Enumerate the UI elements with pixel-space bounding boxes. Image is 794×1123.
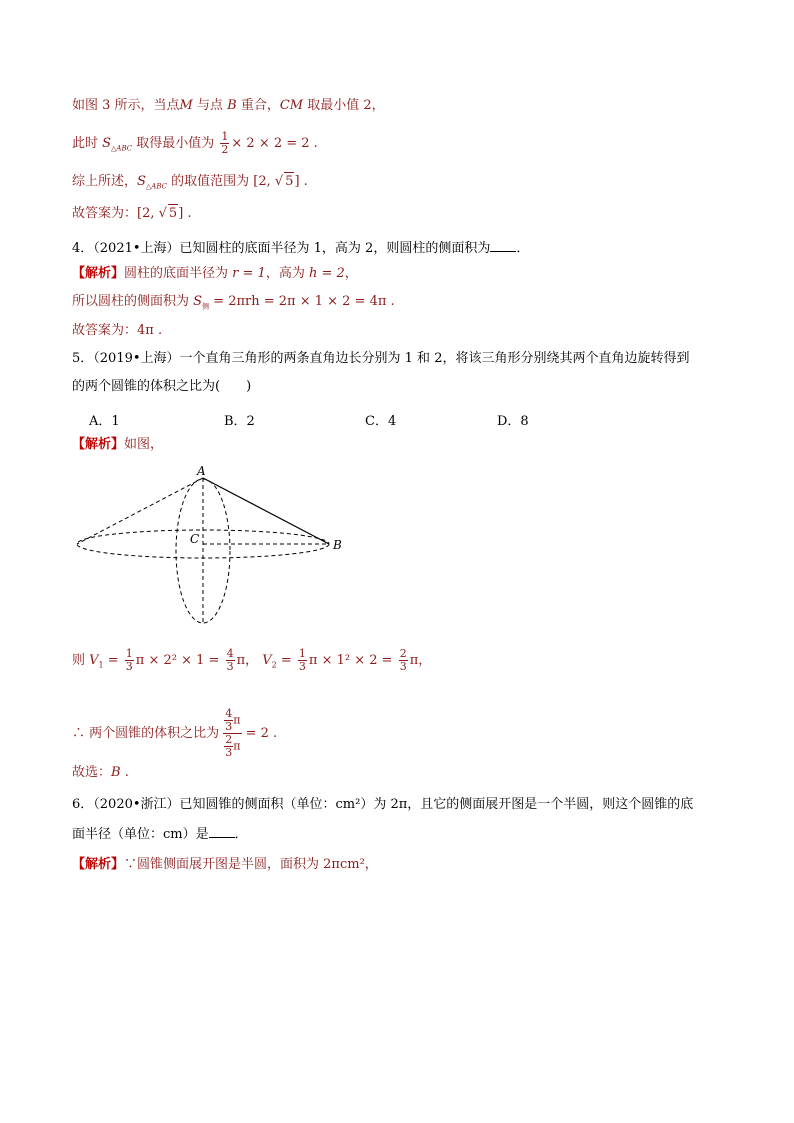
fraction: $\frac{1}{3}$ — [298, 647, 306, 673]
analysis-4-line-1: 【解析】圆柱的底面半径为 r = 1，高为 h = 2， — [72, 266, 358, 281]
option-a: A．1 — [89, 414, 120, 429]
solution-line-1: 如图 3 所示，当点M 与点 B 重合，CM 取最小值 2， — [72, 98, 385, 113]
answer-blank — [490, 239, 516, 252]
label-b: B — [333, 538, 342, 552]
solution-line-3: 综上所述，$S_{\triangle ABC}$ 的取值范围为 [2, √ 5] . — [72, 174, 308, 191]
question-6-line-2: 面半径（单位：cm）是 ． — [72, 827, 248, 842]
answer-line: 故答案为：[2, √ 5] . — [72, 206, 192, 221]
analysis-4-answer: 故答案为：4π . — [72, 323, 163, 338]
option-d: D．8 — [497, 414, 529, 429]
solid-hypotenuse — [203, 478, 329, 544]
question-5-line-1: 5．（2019•上海）一个直角三角形的两条直角边长分别为 1 和 2，将该三角形分别绕其两个直角边旋转得到 — [72, 351, 690, 366]
volume-formulas: 则 $V_1$ = $\frac{1}{3}$ π × 2² × 1 = $\frac{4}{3}$ π， $V_2$ = $\frac{1}{3}$ π × 1² × 2 = $\frac{2}{3}$ π， — [72, 647, 432, 673]
question-6-line-1: 6．（2020•浙江）已知圆锥的侧面积（单位：cm²）为 2π，且它的侧面展开图是一个半圆，则这个圆锥的底 — [72, 797, 694, 812]
question-5-line-2: 的两个圆锥的体积之比为( ) — [72, 379, 252, 394]
analysis-5-answer: 故选：B . — [72, 765, 129, 780]
dashed-generatrix — [77, 478, 203, 544]
solution-line-2: 此时 $S_{\triangle ABC}$ 取得最小值为 $\frac{1}{2}$ × 2 × 2 = 2 . — [72, 130, 318, 156]
fraction: $\frac{4}{3}$ — [226, 647, 234, 673]
cone-rotation-figure — [70, 460, 360, 630]
fraction: $\frac{2}{3}$ — [399, 647, 407, 673]
fraction: $\frac{1}{3}$ — [125, 647, 133, 673]
question-4: 4．（2021•上海）已知圆柱的底面半径为 1，高为 2，则圆柱的侧面积为 ． — [72, 241, 530, 256]
nested-fraction: $\frac{4}{3}$ π $\frac{2}{3}$ π — [225, 707, 241, 759]
answer-blank — [209, 825, 235, 838]
option-b: B．2 — [224, 414, 255, 429]
analysis-5-line-1: 【解析】如图， — [72, 437, 164, 452]
label-a: A — [197, 464, 206, 478]
label-c: C — [190, 532, 200, 546]
fraction: $\frac{1}{2}$ — [221, 130, 229, 156]
analysis-4-line-2: 所以圆柱的侧面积为 $S_侧 = 2\pi rh = 2\pi \times 1 \times 2 = 4\pi$ . — [72, 294, 395, 311]
option-c: C．4 — [365, 414, 397, 429]
analysis-6-line-1: 【解析】∵圆锥侧面展开图是半圆，面积为 2πcm²， — [72, 857, 378, 872]
volume-ratio: ∴ 两个圆锥的体积之比为 $\frac{4}{3}$ π $\frac{2}{3}$ π = 2 . — [72, 707, 278, 759]
